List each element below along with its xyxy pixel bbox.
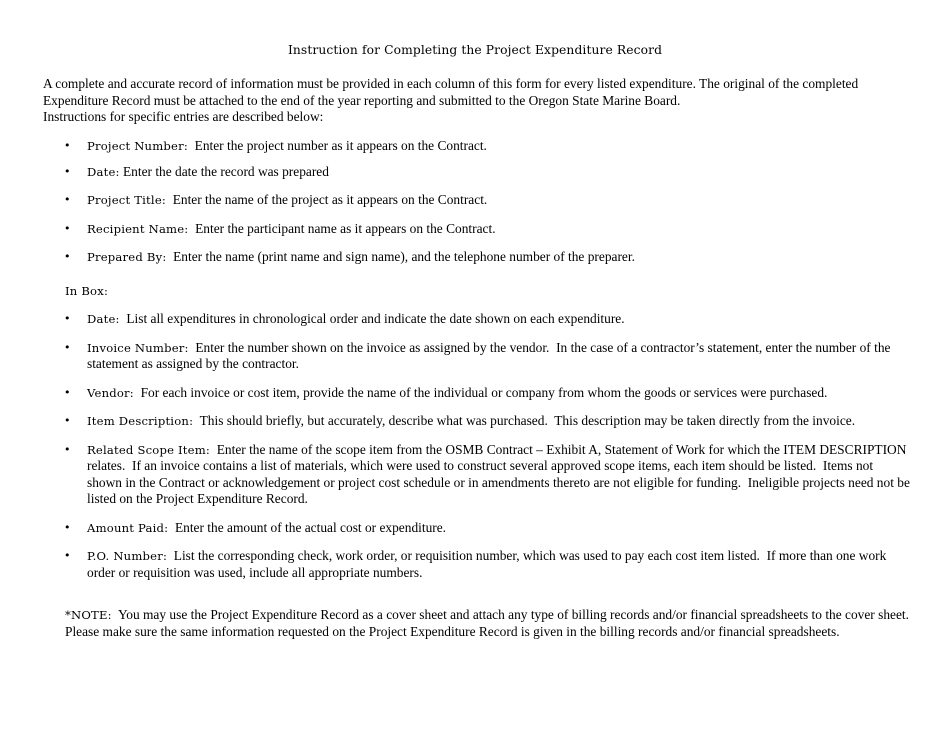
entry-text: Enter the amount of the actual cost or expenditure. bbox=[168, 519, 447, 535]
entry-label: Vendor: bbox=[87, 385, 134, 400]
entry-text: Enter the project number as it appears on the Contract. bbox=[187, 138, 487, 153]
entry-label: Recipient Name: bbox=[87, 221, 189, 236]
entry-text: This should briefly, but accurately, describe what was purchased. This description may be taken directly from the invoice. bbox=[193, 413, 856, 428]
box-entry-item-description bbox=[0, 413, 950, 430]
box-entry-amount-paid bbox=[0, 520, 950, 537]
box-entry-date bbox=[0, 311, 950, 328]
box-entry-po-number bbox=[0, 548, 950, 581]
bullet-icon: • bbox=[64, 250, 71, 263]
entry-text: List all expenditures in chronological order and indicate the date shown on each expenditure. bbox=[119, 311, 625, 326]
bullet-icon: • bbox=[64, 193, 71, 206]
bullet-icon: • bbox=[64, 385, 71, 399]
bullet-icon: • bbox=[64, 520, 71, 534]
entry-label: Prepared By: bbox=[87, 250, 167, 264]
entry-text: Enter the name of the project as it appears on the Contract. bbox=[166, 192, 488, 207]
intro-paragraph: A complete and accurate record of information must be provided in each column of this form for every listed expenditure. The original of the completed Expenditure Record must be attached to the end of the year reporting and submitted to the Oregon State Marine Board. bbox=[43, 76, 859, 108]
entry-text: Enter the participant name as it appears on the Contract. bbox=[188, 220, 496, 236]
entry-label: Related Scope Item: bbox=[87, 442, 211, 457]
entry-label: Invoice Number: bbox=[87, 340, 189, 355]
entry-text: For each invoice or cost item, provide the name of the individual or company from whom the goods or services were purchased. bbox=[133, 384, 828, 400]
note-paragraph bbox=[65, 607, 916, 640]
bullet-icon: • bbox=[64, 414, 71, 427]
bullet-icon: • bbox=[64, 221, 71, 235]
intro-instructions-line: Instructions for specific entries are described below: bbox=[43, 109, 324, 124]
entry-label: Date: bbox=[87, 312, 120, 326]
bullet-icon: • bbox=[64, 139, 71, 152]
bullet-icon: • bbox=[64, 312, 71, 325]
box-entry-invoice-number bbox=[0, 340, 950, 373]
bullet-icon: • bbox=[64, 340, 71, 354]
entry-label: Project Title: bbox=[87, 193, 166, 207]
box-entry-vendor bbox=[0, 385, 950, 402]
intro-block bbox=[43, 76, 893, 126]
entry-text: Enter the number shown on the invoice as assigned by the vendor. In the case of a contractor’s statement, enter the number of the statement as assigned by the contractor. bbox=[87, 339, 894, 371]
entry-label: Project Number: bbox=[87, 139, 188, 153]
box-entry-list bbox=[0, 311, 950, 581]
box-entry-related-scope-item bbox=[0, 442, 950, 508]
entry-text: List the corresponding check, work order, or requisition number, which was used to pay each cost item listed. If more than one work order or requisition was used, include all appropriate numbers. bbox=[87, 548, 890, 580]
note-label: *NOTE: bbox=[65, 608, 112, 622]
entry-list bbox=[0, 138, 950, 266]
bullet-icon: • bbox=[64, 549, 71, 562]
entry-text: Enter the name (print name and sign name), and the telephone number of the preparer. bbox=[166, 249, 635, 264]
entry-project-title bbox=[0, 192, 950, 209]
entry-label: P.O. Number: bbox=[87, 549, 168, 563]
entry-label: Amount Paid: bbox=[87, 520, 169, 535]
entry-prepared-by bbox=[0, 249, 950, 266]
entry-text: Enter the date the record was prepared bbox=[119, 163, 329, 179]
in-box-heading: In Box: bbox=[65, 284, 109, 298]
entry-label: Item Description: bbox=[87, 414, 194, 428]
entry-recipient-name bbox=[0, 221, 950, 238]
entry-date bbox=[0, 164, 950, 181]
bullet-icon: • bbox=[64, 164, 71, 178]
entry-project-number bbox=[0, 138, 950, 155]
note-text: You may use the Project Expenditure Record as a cover sheet and attach any type of billing records and/or financial spreadsheets to the cover sheet. Please make sure the same information requested on the Project Expenditure Record is given in the billing records and/or financial spreadsheets. bbox=[65, 607, 916, 639]
entry-label: Date: bbox=[87, 164, 120, 179]
entry-text: Enter the name of the scope item from the OSMB Contract – Exhibit A, Statement of Work for which the ITEM DESCRIPTION relates. If an invoice contains a list of materials, which were used to construct several approved scope items, each item should be listed. Items not shown in the Contract or acknowledgement or project cost schedule or in amendments thereto are not eligible for funding. Ineligible projects need not be listed on the Project Expenditure Record. bbox=[87, 441, 914, 506]
bullet-icon: • bbox=[64, 442, 71, 456]
document-title: Instruction for Completing the Project Expenditure Record bbox=[287, 43, 663, 57]
